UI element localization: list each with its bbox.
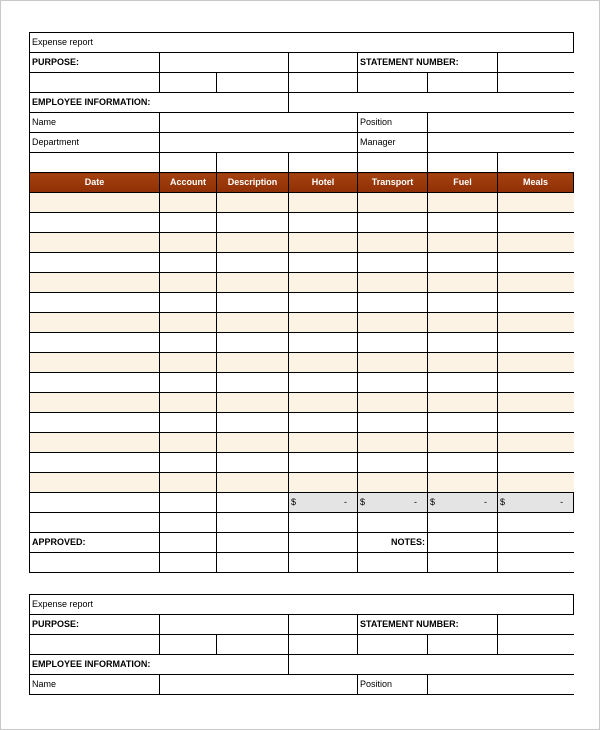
expense-table-header <box>30 173 574 193</box>
table-cell[interactable] <box>289 213 358 233</box>
name-label: Name <box>30 113 160 133</box>
table-cell[interactable] <box>428 393 498 413</box>
blank-cell[interactable] <box>217 635 289 655</box>
table-cell[interactable] <box>160 393 217 413</box>
blank-cell[interactable] <box>289 655 574 675</box>
table-cell[interactable] <box>30 393 160 413</box>
blank-cell[interactable] <box>428 553 498 573</box>
table-row <box>30 273 574 293</box>
table-cell[interactable] <box>30 373 160 393</box>
blank-cell[interactable] <box>428 73 498 93</box>
table-cell[interactable] <box>428 373 498 393</box>
blank-cell[interactable] <box>289 635 358 655</box>
table-cell[interactable] <box>289 193 358 213</box>
employee-info-label: EMPLOYEE INFORMATION: <box>30 655 289 675</box>
manager-label: Manager <box>358 133 428 153</box>
table-cell[interactable] <box>160 333 217 353</box>
purpose-field[interactable] <box>160 53 289 73</box>
table-cell[interactable] <box>428 213 498 233</box>
table-cell[interactable] <box>498 273 574 293</box>
purpose-label: PURPOSE: <box>30 53 160 73</box>
table-cell[interactable] <box>217 253 289 273</box>
table-cell[interactable] <box>358 293 428 313</box>
table-cell[interactable] <box>358 193 428 213</box>
total-transport: $ - <box>358 493 428 513</box>
table-row <box>30 473 574 493</box>
blank-cell[interactable] <box>428 153 498 173</box>
column-header-description: Description <box>217 173 289 193</box>
table-cell[interactable] <box>498 373 574 393</box>
blank-cell[interactable] <box>30 153 160 173</box>
table-cell[interactable] <box>160 373 217 393</box>
statement-number-label: STATEMENT NUMBER: <box>358 615 498 635</box>
position-field[interactable] <box>428 113 574 133</box>
blank-cell[interactable] <box>428 513 498 533</box>
table-cell[interactable] <box>30 433 160 453</box>
blank-cell[interactable] <box>217 513 289 533</box>
totals-row <box>30 493 574 513</box>
table-cell[interactable] <box>358 313 428 333</box>
table-cell[interactable] <box>289 393 358 413</box>
table-cell[interactable] <box>428 233 498 253</box>
table-cell[interactable] <box>358 353 428 373</box>
blank-cell[interactable] <box>160 73 217 93</box>
table-cell[interactable] <box>358 233 428 253</box>
table-cell[interactable] <box>160 313 217 333</box>
table-cell[interactable] <box>289 233 358 253</box>
table-cell[interactable] <box>428 433 498 453</box>
table-cell[interactable] <box>160 253 217 273</box>
table-cell[interactable] <box>289 273 358 293</box>
blank-cell[interactable] <box>160 553 217 573</box>
department-label: Department <box>30 133 160 153</box>
table-cell[interactable] <box>217 313 289 333</box>
table-cell[interactable] <box>498 333 574 353</box>
table-row <box>30 353 574 373</box>
table-cell[interactable] <box>358 393 428 413</box>
table-cell[interactable] <box>289 433 358 453</box>
table-cell[interactable] <box>217 373 289 393</box>
table-cell[interactable] <box>217 433 289 453</box>
table-cell[interactable] <box>30 253 160 273</box>
purpose-field-extra[interactable] <box>289 615 358 635</box>
table-cell[interactable] <box>30 353 160 373</box>
table-row <box>30 193 574 213</box>
expense-rows <box>30 193 574 493</box>
table-cell[interactable] <box>30 273 160 293</box>
blank-cell[interactable] <box>358 153 428 173</box>
total-fuel: $ - <box>428 493 498 513</box>
name-field[interactable] <box>160 113 358 133</box>
table-cell[interactable] <box>30 473 160 493</box>
table-cell[interactable] <box>217 293 289 313</box>
table-cell[interactable] <box>428 273 498 293</box>
table-cell[interactable] <box>428 453 498 473</box>
table-cell[interactable] <box>160 433 217 453</box>
blank-cell[interactable] <box>160 513 217 533</box>
table-cell[interactable] <box>289 453 358 473</box>
table-cell[interactable] <box>428 333 498 353</box>
table-cell[interactable] <box>289 313 358 333</box>
table-row <box>30 213 574 233</box>
table-cell[interactable] <box>217 413 289 433</box>
table-cell[interactable] <box>289 413 358 433</box>
blank-cell[interactable] <box>160 493 217 513</box>
column-header-meals: Meals <box>498 173 574 193</box>
table-cell[interactable] <box>289 373 358 393</box>
table-cell[interactable] <box>289 353 358 373</box>
table-cell[interactable] <box>30 213 160 233</box>
blank-cell[interactable] <box>289 153 358 173</box>
table-cell[interactable] <box>160 473 217 493</box>
table-cell[interactable] <box>358 473 428 493</box>
purpose-field[interactable] <box>160 615 289 635</box>
table-cell[interactable] <box>217 333 289 353</box>
table-cell[interactable] <box>217 233 289 253</box>
table-cell[interactable] <box>160 193 217 213</box>
table-cell[interactable] <box>30 313 160 333</box>
table-cell[interactable] <box>498 353 574 373</box>
blank-cell[interactable] <box>289 73 358 93</box>
total-hotel: $ - <box>289 493 358 513</box>
position-field[interactable] <box>428 675 574 695</box>
statement-number-field[interactable] <box>498 53 574 73</box>
blank-cell[interactable] <box>289 513 358 533</box>
position-label: Position <box>358 675 428 695</box>
blank-cell[interactable] <box>160 153 217 173</box>
blank-cell[interactable] <box>358 635 428 655</box>
approved-field[interactable] <box>217 533 289 553</box>
table-cell[interactable] <box>217 453 289 473</box>
table-row <box>30 293 574 313</box>
table-cell[interactable] <box>358 213 428 233</box>
blank-cell[interactable] <box>428 635 498 655</box>
table-row <box>30 253 574 273</box>
table-cell[interactable] <box>428 253 498 273</box>
blank-cell[interactable] <box>289 553 358 573</box>
notes-label: NOTES: <box>358 533 428 553</box>
table-cell[interactable] <box>498 433 574 453</box>
table-cell[interactable] <box>160 213 217 233</box>
notes-field[interactable] <box>498 533 574 553</box>
table-cell[interactable] <box>30 453 160 473</box>
table-cell[interactable] <box>160 353 217 373</box>
table-cell[interactable] <box>160 233 217 253</box>
table-cell[interactable] <box>358 333 428 353</box>
table-row <box>30 393 574 413</box>
table-cell[interactable] <box>498 313 574 333</box>
approved-label: APPROVED: <box>30 533 160 553</box>
approved-field[interactable] <box>160 533 217 553</box>
form-title: Expense report <box>30 595 574 615</box>
column-header-account: Account <box>160 173 217 193</box>
table-row <box>30 413 574 433</box>
blank-cell[interactable] <box>30 635 160 655</box>
blank-cell[interactable] <box>217 73 289 93</box>
table-cell[interactable] <box>358 433 428 453</box>
blank-cell[interactable] <box>30 73 160 93</box>
table-cell[interactable] <box>289 293 358 313</box>
table-cell[interactable] <box>498 453 574 473</box>
table-cell[interactable] <box>289 253 358 273</box>
table-cell[interactable] <box>30 193 160 213</box>
manager-field[interactable] <box>428 133 574 153</box>
blank-cell[interactable] <box>217 153 289 173</box>
table-cell[interactable] <box>217 193 289 213</box>
statement-number-field[interactable] <box>498 615 574 635</box>
expense-report-form-repeat <box>29 594 574 695</box>
blank-cell[interactable] <box>498 553 574 573</box>
table-row <box>30 433 574 453</box>
form-title: Expense report <box>30 33 574 53</box>
table-cell[interactable] <box>498 413 574 433</box>
blank-cell[interactable] <box>30 493 160 513</box>
column-header-date: Date <box>30 173 160 193</box>
table-row <box>30 313 574 333</box>
table-cell[interactable] <box>498 253 574 273</box>
table-cell[interactable] <box>428 313 498 333</box>
table-row <box>30 373 574 393</box>
approved-field[interactable] <box>289 533 358 553</box>
statement-number-label: STATEMENT NUMBER: <box>358 53 498 73</box>
table-cell[interactable] <box>217 473 289 493</box>
table-cell[interactable] <box>498 293 574 313</box>
employee-info-label: EMPLOYEE INFORMATION: <box>30 93 289 113</box>
table-cell[interactable] <box>428 293 498 313</box>
blank-cell[interactable] <box>498 635 574 655</box>
table-cell[interactable] <box>358 253 428 273</box>
table-cell[interactable] <box>30 233 160 253</box>
table-cell[interactable] <box>498 473 574 493</box>
blank-cell[interactable] <box>498 513 574 533</box>
table-cell[interactable] <box>498 213 574 233</box>
table-cell[interactable] <box>498 393 574 413</box>
blank-cell[interactable] <box>498 73 574 93</box>
blank-cell[interactable] <box>30 513 160 533</box>
table-cell[interactable] <box>428 473 498 493</box>
notes-field[interactable] <box>428 533 498 553</box>
column-header-transport: Transport <box>358 173 428 193</box>
table-cell[interactable] <box>217 353 289 373</box>
blank-cell[interactable] <box>30 553 160 573</box>
blank-cell[interactable] <box>217 553 289 573</box>
table-cell[interactable] <box>160 293 217 313</box>
column-header-hotel: Hotel <box>289 173 358 193</box>
table-cell[interactable] <box>160 413 217 433</box>
table-cell[interactable] <box>289 333 358 353</box>
table-cell[interactable] <box>358 413 428 433</box>
table-cell[interactable] <box>217 393 289 413</box>
expense-report-form <box>29 32 574 573</box>
table-cell[interactable] <box>30 333 160 353</box>
blank-cell[interactable] <box>358 513 428 533</box>
column-header-fuel: Fuel <box>428 173 498 193</box>
table-cell[interactable] <box>289 473 358 493</box>
blank-cell[interactable] <box>358 553 428 573</box>
position-label: Position <box>358 113 428 133</box>
blank-cell[interactable] <box>498 153 574 173</box>
table-cell[interactable] <box>30 293 160 313</box>
table-cell[interactable] <box>428 413 498 433</box>
table-row <box>30 453 574 473</box>
blank-cell[interactable] <box>160 635 217 655</box>
purpose-field-extra[interactable] <box>289 53 358 73</box>
table-cell[interactable] <box>428 353 498 373</box>
blank-cell[interactable] <box>217 493 289 513</box>
table-cell[interactable] <box>160 453 217 473</box>
table-row <box>30 333 574 353</box>
table-row <box>30 233 574 253</box>
table-cell[interactable] <box>358 373 428 393</box>
table-cell[interactable] <box>358 453 428 473</box>
purpose-label: PURPOSE: <box>30 615 160 635</box>
table-cell[interactable] <box>160 273 217 293</box>
table-cell[interactable] <box>217 213 289 233</box>
table-cell[interactable] <box>498 193 574 213</box>
table-cell[interactable] <box>30 413 160 433</box>
department-field[interactable] <box>160 133 358 153</box>
table-cell[interactable] <box>428 193 498 213</box>
name-label: Name <box>30 675 160 695</box>
blank-cell[interactable] <box>358 73 428 93</box>
total-meals: $ - <box>498 493 574 513</box>
table-cell[interactable] <box>498 233 574 253</box>
table-cell[interactable] <box>217 273 289 293</box>
name-field[interactable] <box>160 675 358 695</box>
table-cell[interactable] <box>358 273 428 293</box>
blank-cell[interactable] <box>289 93 574 113</box>
